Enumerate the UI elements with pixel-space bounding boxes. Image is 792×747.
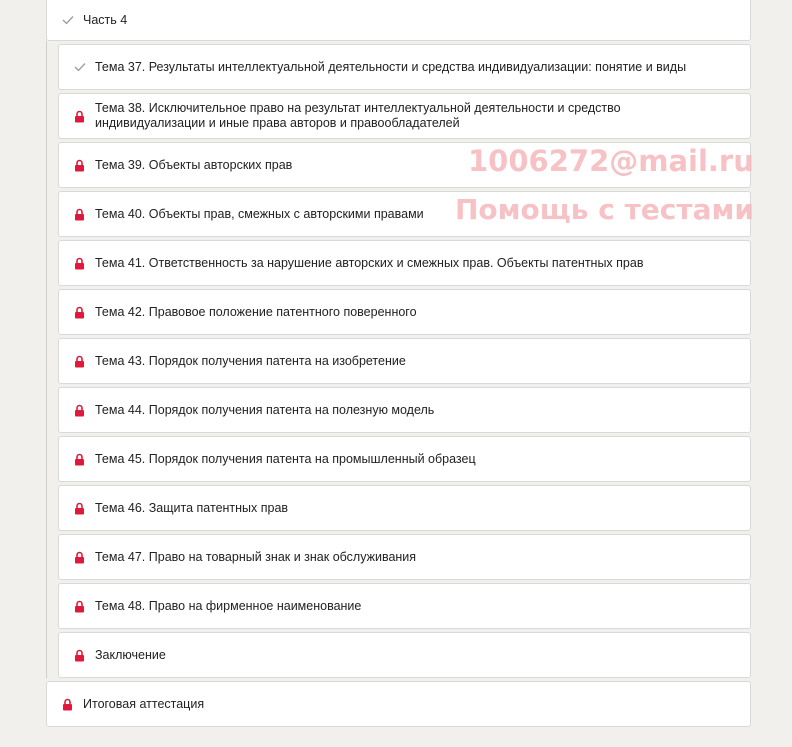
topic-item-40[interactable] [58, 191, 751, 237]
topic-label: Тема 48. Право на фирменное наименование [95, 598, 362, 613]
topic-item-38[interactable] [58, 93, 751, 139]
part-label: Часть 4 [83, 12, 128, 27]
lock-icon [73, 551, 86, 564]
lock-icon [73, 404, 86, 417]
course-outline [46, 0, 751, 727]
topic-label: Тема 43. Порядок получения патента на изобретение [95, 353, 406, 368]
topic-label: Тема 37. Результаты интеллектуальной деятельности и средства индивидуализации: понятие и виды [95, 59, 687, 74]
final-assessment[interactable] [46, 681, 751, 727]
lock-icon [73, 110, 86, 123]
topic-label: Заключение [95, 647, 166, 662]
topic-item-43[interactable] [58, 338, 751, 384]
topic-item-44[interactable] [58, 387, 751, 433]
topic-item-39[interactable] [58, 142, 751, 188]
topic-item-conclusion[interactable] [58, 632, 751, 678]
topic-label: Тема 41. Ответственность за нарушение авторских и смежных прав. Объекты патентных прав [95, 255, 644, 270]
lock-icon [73, 502, 86, 515]
topic-label: Тема 42. Правовое положение патентного поверенного [95, 304, 417, 319]
lock-icon [73, 453, 86, 466]
topic-label: Тема 47. Право на товарный знак и знак обслуживания [95, 549, 417, 564]
topic-label: Тема 45. Порядок получения патента на промышленный образец [95, 451, 476, 466]
topic-item-48[interactable] [58, 583, 751, 629]
topic-item-42[interactable] [58, 289, 751, 335]
lock-icon [61, 698, 74, 711]
watermark-email: 1006272@mail.ru [468, 144, 754, 178]
watermark-help: Помощь с тестами [455, 193, 754, 226]
topic-item-45[interactable] [58, 436, 751, 482]
part-header[interactable] [46, 0, 751, 41]
topic-label: Тема 44. Порядок получения патента на полезную модель [95, 402, 435, 417]
lock-icon [73, 355, 86, 368]
topic-item-47[interactable] [58, 534, 751, 580]
topic-label: Тема 38. Исключительное право на результат интеллектуальной деятельности и средство индивидуализации и иные права авторов и правообладателей [95, 101, 621, 130]
topic-list [46, 41, 751, 678]
lock-icon [73, 208, 86, 221]
topic-label: Тема 46. Защита патентных прав [95, 500, 289, 515]
lock-icon [73, 649, 86, 662]
topic-label: Тема 40. Объекты прав, смежных с авторскими правами [95, 206, 424, 221]
topic-label: Тема 39. Объекты авторских прав [95, 157, 293, 172]
check-icon [73, 61, 86, 74]
topic-item-41[interactable] [58, 240, 751, 286]
lock-icon [73, 306, 86, 319]
lock-icon [73, 257, 86, 270]
topic-item-37[interactable] [58, 44, 751, 90]
final-assessment-label: Итоговая аттестация [83, 696, 205, 711]
lock-icon [73, 600, 86, 613]
topic-item-46[interactable] [58, 485, 751, 531]
check-icon [61, 14, 74, 27]
lock-icon [73, 159, 86, 172]
